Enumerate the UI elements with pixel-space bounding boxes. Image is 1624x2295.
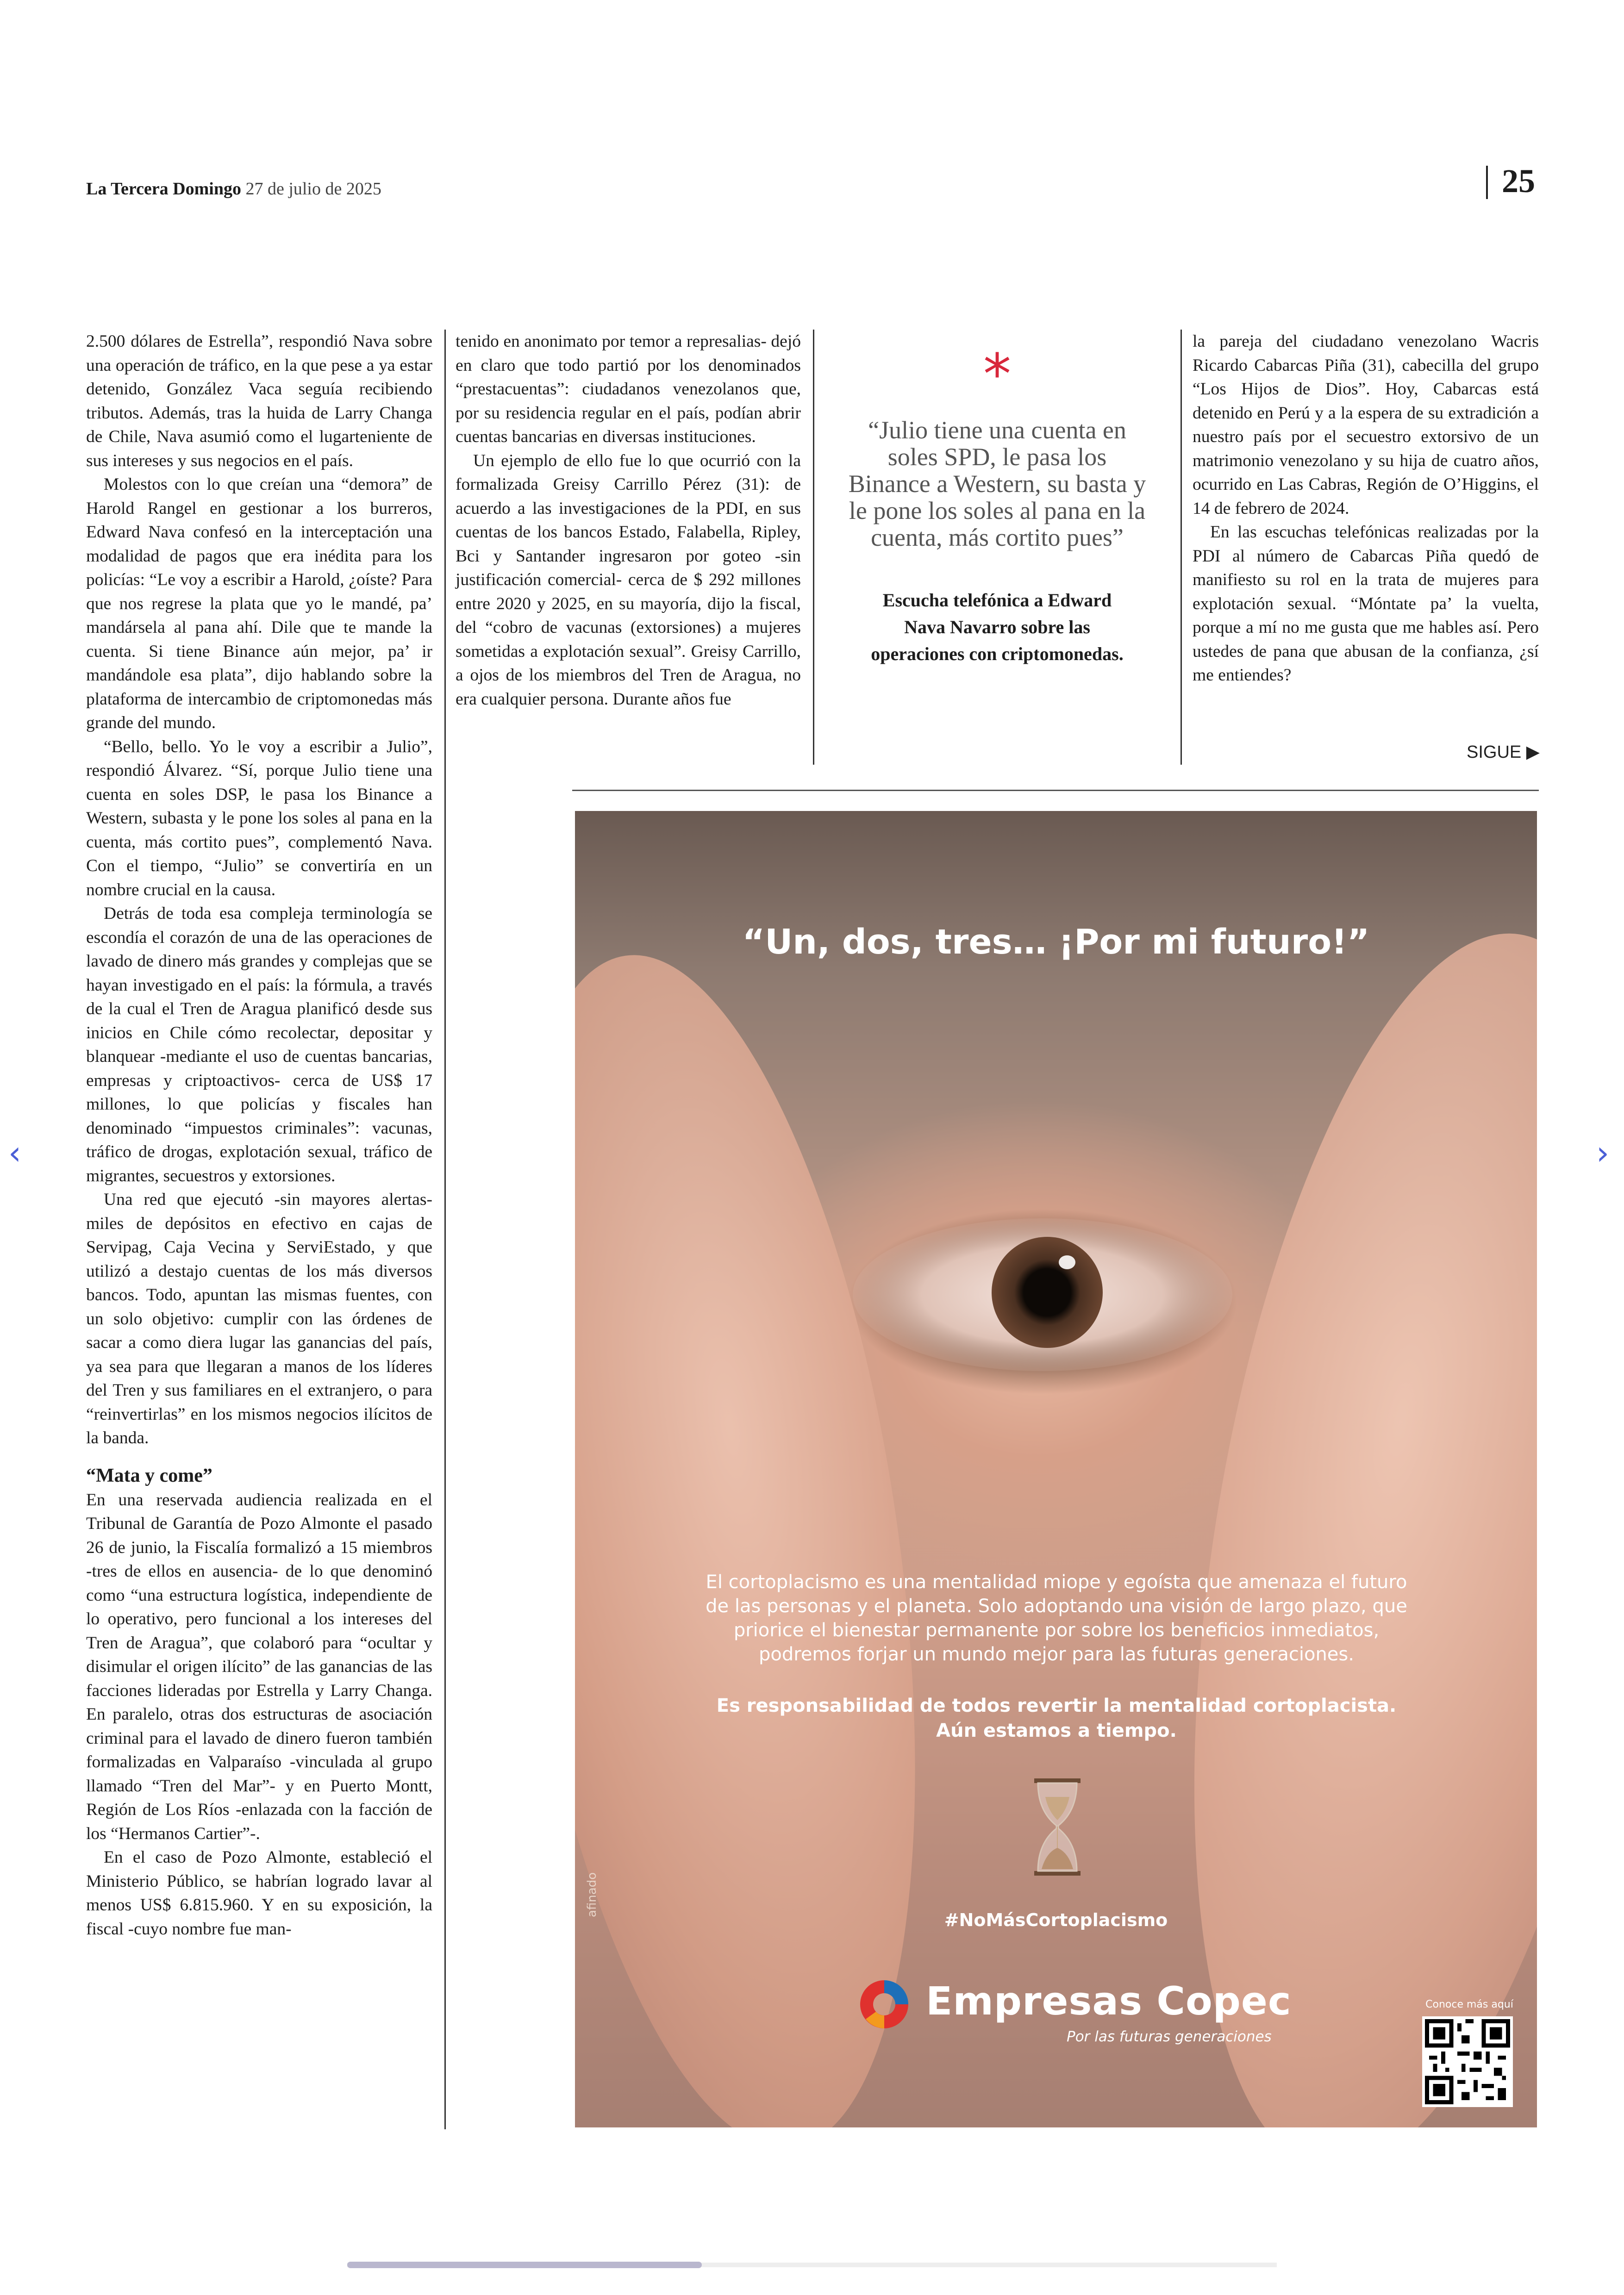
pull-quote-text: “Julio tiene una cuenta en soles SPD, le pasa los Binance a Western, su basta y le pone los soles al pana en la cuenta, más cortito pues”: [848, 416, 1146, 551]
iris-image: [992, 1237, 1103, 1348]
continue-label: SIGUE ▶: [1467, 742, 1540, 762]
paragraph: En una reservada audiencia realizada en el Tribunal de Garantía de Pozo Almonte el pasado 26 de junio, la Fiscalía formalizó a 15 miembros -tres de ellos en ausencia- de lo que denominó como “una estructura logística, independiente de lo operativo, pero funcional a los intereses del Tren de Aragua”, que colaboró para “ocultar y disimular el origen ilícito” de las ganancias de las facciones lideradas por Estrella y Larry Changa. En paralelo, otras dos estructuras de asociación criminal para el lavado de dinero fueron también formalizadas en Valparaíso -vinculada al grupo llamado “Tren del Mar”- y en Puerto Montt, Región de Los Ríos -enlazada con la facción de los “Hermanos Cartier”-.: [86, 1490, 432, 1843]
paragraph: Molestos con lo que creían una “demora” de Harold Rangel en gestionar a los burreros, Edward Nava confesó en la interceptación una modalidad de pagos que era inédita para los policías: “Le voy a escribir a Harold, ¿oíste? Para que nos regrese la plata que yo le mandé, pa’ mandársela al pana ahí. Dile que te mande la cuenta. Si tiene Binance aún mejor, pa’ ir mandándole esa plata”, dijo hablando sobre la plataforma de intercambio de criptomonedas más grande del mundo.: [86, 475, 432, 732]
pull-quote-caption: Escucha telefónica a Edward Nava Navarro sobre las operaciones con criptomonedas.: [871, 590, 1124, 664]
paragraph: tenido en anonimato por temor a represalias- dejó en claro que todo partió por los denominados “prestacuentas”: ciudadanos venezolanos que, por su residencia regular en el país, podían abrir cuentas bancarias en diversas instituciones.: [456, 332, 801, 446]
previous-page-chevron-icon[interactable]: ‹: [8, 1134, 21, 1172]
publication-date: 27 de julio de 2025: [245, 179, 381, 199]
article-column-1: [86, 330, 432, 1941]
qr-code-icon: [1425, 2019, 1510, 2104]
section-divider: [572, 790, 1539, 791]
brand-tagline: Por las futuras generaciones: [1067, 2028, 1272, 2045]
qr-code[interactable]: [1422, 2016, 1513, 2107]
left-hand-image: [575, 929, 981, 2127]
copec-logo-icon: [856, 1977, 912, 2032]
right-hand-image: [1118, 902, 1537, 2127]
ad-credit: afinado: [585, 1872, 599, 1917]
column-divider: [444, 330, 446, 2129]
advertisement[interactable]: [575, 811, 1537, 2127]
paragraph: Un ejemplo de ello fue lo que ocurrió con la formalizada Greisy Carrillo Pérez (31): de acuerdo a las investigaciones de la PDI, en sus cuentas de los bancos Estado, Falabella, Ripley, Bci y Santander ingresaron por goteo -sin justificación comercial- cerca de $ 292 millones entre 2020 y 2025, en su mayoría, dijo la fiscal, del “cobro de vacunas (extorsiones) a mujeres sometidas a explotación sexual”. Greisy Carrillo, a ojos de los miembros del Tren de Aragua, no era cualquier persona. Durante años fue: [456, 451, 801, 709]
qr-label: Conoce más aquí: [1425, 1999, 1513, 2010]
article-column-2: [456, 330, 801, 711]
brand-name: Empresas Copec: [926, 1978, 1292, 2024]
ad-emphasis-line: Aún estamos a tiempo.: [936, 1720, 1177, 1741]
ad-hashtag: #NoMásCortoplacismo: [944, 1910, 1168, 1930]
ad-body-text: El cortoplacismo es una mentalidad miope y egoísta que amenaza el futuro de las personas y el planeta. Solo adoptando una visión de largo plazo, que priorice el bienestar permanente por sobre los beneficios inmediatos, podremos forjar un mundo mejor para las futuras generaciones.: [706, 1572, 1407, 1665]
pull-quote: [847, 343, 1147, 667]
ad-headline: “Un, dos, tres… ¡Por mi futuro!”: [742, 922, 1370, 962]
page-number-divider: [1486, 166, 1488, 199]
ad-emphasis-line: Es responsabilidad de todos revertir la mentalidad cortoplacista.: [716, 1695, 1397, 1716]
subheading: “Mata y come”: [86, 1465, 212, 1486]
paragraph: Una red que ejecutó -sin mayores alertas- miles de depósitos en efectivo en cajas de Servipag, Caja Vecina y ServiEstado, y que utilizó a destajo cuentas de los más diversos bancos. Todo, apuntan las mismas fuentes, con un solo objetivo: cumplir con las órdenes de sacar a como diera lugar las ganancias del país, ya sea para que llegaran a manos de los líderes del Tren y sus familiares en el extranjero, o para “reinvertirlas” en los mismos negocios ilícitos de la banda.: [86, 1190, 432, 1447]
eye-glint: [1059, 1255, 1075, 1269]
publication-name: La Tercera Domingo: [86, 179, 241, 199]
article-column-4: [1193, 330, 1539, 687]
paragraph: 2.500 dólares de Estrella”, respondió Nava sobre una operación de tráfico, en la que pese a ya estar detenido, González Vaca seguía recibiendo tributos. Además, tras la huida de Larry Changa de Chile, Nava asumió como el lugarteniente de sus intereses y sus negocios en el país.: [86, 332, 432, 470]
paragraph: En las escuchas telefónicas realizadas por la PDI al número de Cabarcas Piña quedó de manifiesto su rol en la trata de mujeres para explotación sexual. “Móntate pa’ la vuelta, porque a mí no me gusta que me hables así. Pero ustedes de pana que abusan de la confianza, ¿sí me entiendes?: [1193, 523, 1539, 685]
ad-emphasis: [705, 1693, 1408, 1743]
paragraph: Detrás de toda esa compleja terminología se escondía el corazón de una de las operaciones de lavado de dinero más grandes y complejas que se hayan investigado en el país: la fórmula, a través de la cual el Tren de Aragua planificó desde sus inicios en Chile cómo recolectar, depositar y blanquear -mediante el uso de cuentas bancarias, empresas y criptoactivos- cerca de US$ 17 millones, lo que policías y fiscales han denominado “impuestos criminales”: vacunas, tráfico de drogas, explotación sexual, tráfico de migrantes, secuestros y extorsiones.: [86, 904, 432, 1185]
page-header: [86, 179, 381, 199]
paragraph: la pareja del ciudadano venezolano Wacris Ricardo Cabarcas Piña (31), cabecilla del grupo “Los Hijos de Dios”. Hoy, Cabarcas está detenido en Perú y a la espera de su extradición a nuestro país por el secuestro extorsivo de un matrimonio venezolano y su hija de cuatro años, ocurrido en Las Cabras, Región de O’Higgins, el 14 de febrero de 2024.: [1193, 332, 1539, 518]
column-divider: [1181, 330, 1182, 765]
next-page-chevron-icon[interactable]: ›: [1596, 1134, 1609, 1172]
paragraph: “Bello, bello. Yo le voy a escribir a Julio”, respondió Álvarez. “Sí, porque Julio tiene una cuenta en soles DSP, le pasa los Binance a Western, subasta y le pone los soles al pana en la cuenta, más cortito pues”, complementó Nava. Con el tiempo, “Julio” se convertiría en un nombre crucial en la causa.: [86, 737, 432, 899]
page-number: 25: [1502, 162, 1535, 200]
hourglass-icon: [1030, 1778, 1085, 1876]
asterisk-icon: *: [983, 343, 1011, 407]
column-divider: [813, 330, 814, 765]
paragraph: En el caso de Pozo Almonte, estableció el Ministerio Público, se habrían logrado lavar al menos US$ 6.815.960. Y en su exposición, la fiscal -cuyo nombre fue man-: [86, 1848, 432, 1939]
scrollbar-thumb[interactable]: [347, 2262, 702, 2268]
